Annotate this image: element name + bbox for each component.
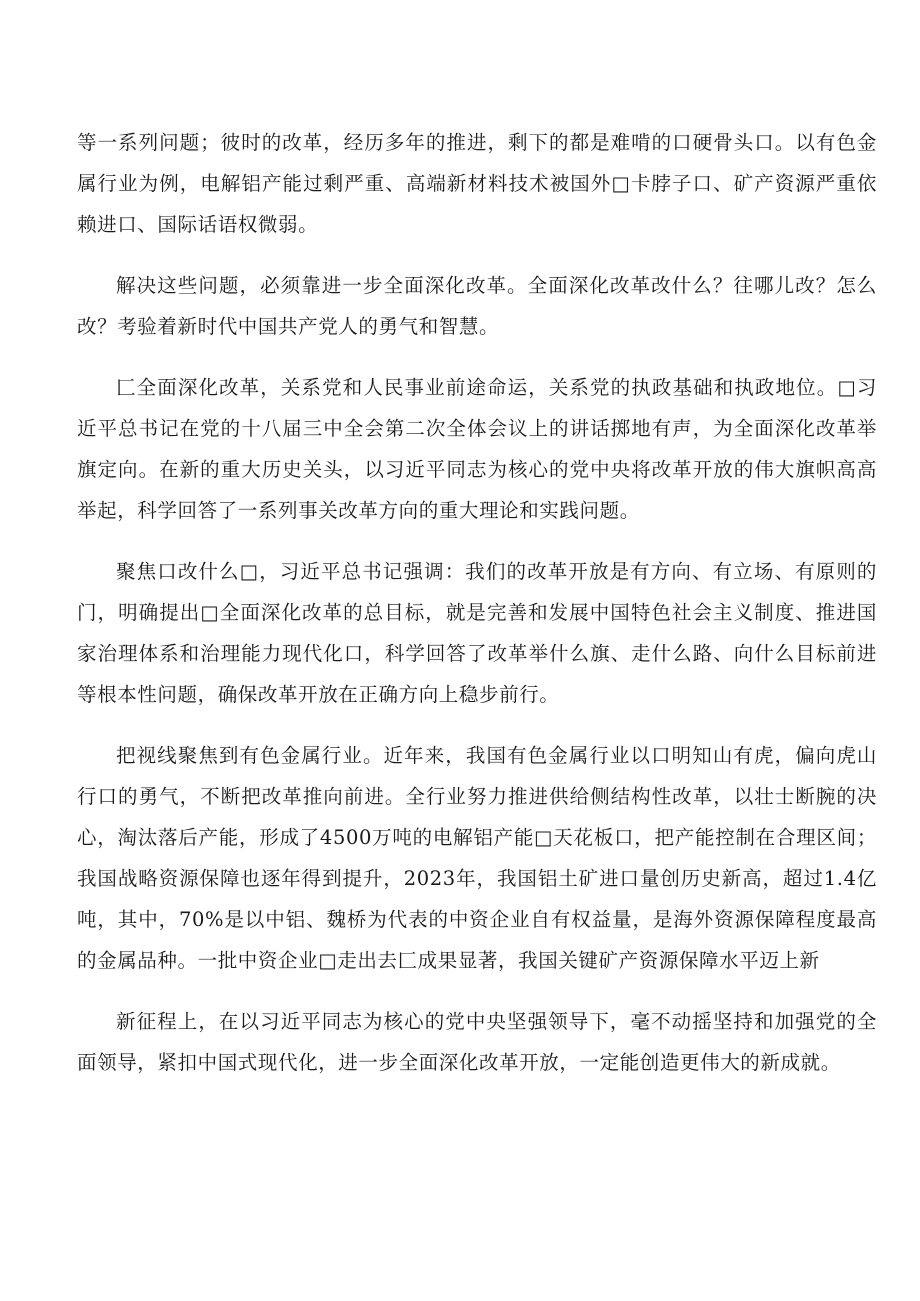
- paragraph-4: 聚焦口改什么□，习近平总书记强调：我们的改革开放是有方向、有立场、有原则的门，明确提出□全面深化改革的总目标，就是完善和发展中国特色社会主义制度、推进国家治理体系和治理能力现代化口，科学回答了改革举什么旗、走什么路、向什么目标前进等根本性问题，确保改革开放在正确方向上稳步前行。: [77, 560, 877, 706]
- paragraph-1: 等一系列问题；彼时的改革，经历多年的推进，剩下的都是难啃的口硬骨头口。以有色金属行业为例，电解铝产能过剩严重、高端新材料技术被国外□卡脖子口、矿产资源严重依赖进口、国际话语权微弱。: [77, 131, 877, 236]
- paragraph-5: 把视线聚焦到有色金属行业。近年来，我国有色金属行业以口明知山有虎，偏向虎山行口的勇气，不断把改革推向前进。全行业努力推进供给侧结构性改革，以壮士断腕的决心，淘汰落后产能，形成了4500万吨的电解铝产能□天花板口，把产能控制在合理区间；我国战略资源保障也逐年得到提升，2023年，我国铝土矿进口量创历史新高，超过1.4亿吨，其中，70%是以中铝、魏桥为代表的中资企业自有权益量，是海外资源保障程度最高的金属品种。一批中资企业□走出去匚成果显著，我国关键矿产资源保障水平迈上新: [77, 744, 877, 972]
- document-body: [77, 122, 877, 1103]
- paragraph-3: 匚全面深化改革，关系党和人民事业前途命运，关系党的执政基础和执政地位。□习近平总书记在党的十八届三中全会第二次全体会议上的讲话掷地有声，为全面深化改革举旗定向。在新的重大历史关头，以习近平同志为核心的党中央将改革开放的伟大旗帜高高举起，科学回答了一系列事关改革方向的重大理论和实践问题。: [77, 376, 877, 522]
- paragraph-2: 解决这些问题，必须靠进一步全面深化改革。全面深化改革改什么？往哪儿改？怎么改？考验着新时代中国共产党人的勇气和智慧。: [77, 274, 877, 338]
- paragraph-6: 新征程上，在以习近平同志为核心的党中央坚强领导下，毫不动摇坚持和加强党的全面领导，紧扣中国式现代化，进一步全面深化改革开放，一定能创造更伟大的新成就。: [77, 1010, 877, 1074]
